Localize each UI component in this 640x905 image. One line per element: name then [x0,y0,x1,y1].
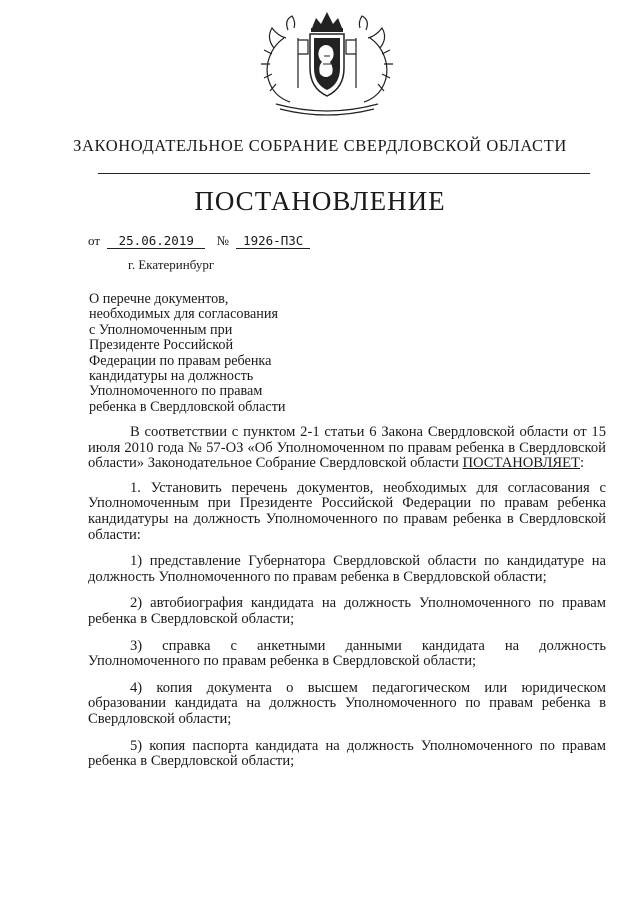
subitem-paragraph: 3) справка с анкетными данными кандидата на должность Уполномоченного по правам ребенка в Свердловской области; [88,637,606,670]
header-divider [98,173,590,174]
decree-word: ПОСТАНОВЛЯЕТ [462,455,580,472]
date-prefix: от [88,233,101,248]
document-meta [88,233,310,249]
subject-line: кандидатуры на должность [89,368,254,385]
preamble-text: В соответствии с пунктом 2-1 статьи 6 Закона Свердловской области от 15 июля 2010 года № 57-ОЗ «Об Уполномоченном по правам ребенка в Свердловской области» Законодательное Собрание Свердловской области [88,424,606,472]
number-prefix: № [216,233,229,248]
decree-colon: : [579,455,585,472]
document-city: г. Екатеринбург [128,257,215,272]
document-subject [89,292,319,415]
subject-line: с Уполномоченным при [89,321,233,338]
subject-line: О перечне документов, [89,291,229,307]
subject-line: ребенка в Свердловской области [89,398,286,415]
subject-line: Федерации по правам ребенка [89,352,272,369]
subject-line: Уполномоченного по правам [89,383,263,400]
subject-line: Президенте Российской [89,337,234,354]
subitem-paragraph: 5) копия паспорта кандидата на должность Уполномоченного по правам ребенка в Свердловской области; [88,737,606,770]
subitem-paragraph: 4) копия документа о высшем педагогическом или юридическом образовании кандидата на должность Уполномоченного по правам ребенка в Свердловской области; [88,679,606,727]
coat-of-arms-icon [254,8,400,120]
document-date: 25.06.2019 [107,233,205,249]
subitem-paragraph: 1) представление Губернатора Свердловской области по кандидатуре на должность Уполномоченного по правам ребенка в Свердловской области; [88,553,606,585]
subitem-paragraph: 2) автобиография кандидата на должность Уполномоченного по правам ребенка в Свердловской области; [88,595,606,627]
item-paragraph: 1. Установить перечень документов, необходимых для согласования с Уполномоченным при Президенте Российской Федерации по правам ребенка кандидатуры на должность Уполномоченного по правам ребенка в Свердловской области: [88,479,606,543]
document-number: 1926-ПЗС [236,233,310,249]
subject-line: необходимых для согласования [89,306,279,323]
document-type: ПОСТАНОВЛЕНИЕ [194,186,446,216]
organization-name: ЗАКОНОДАТЕЛЬНОЕ СОБРАНИЕ СВЕРДЛОВСКОЙ ОБЛАСТИ [73,136,567,155]
preamble-paragraph [88,425,606,472]
document-body [88,425,606,781]
